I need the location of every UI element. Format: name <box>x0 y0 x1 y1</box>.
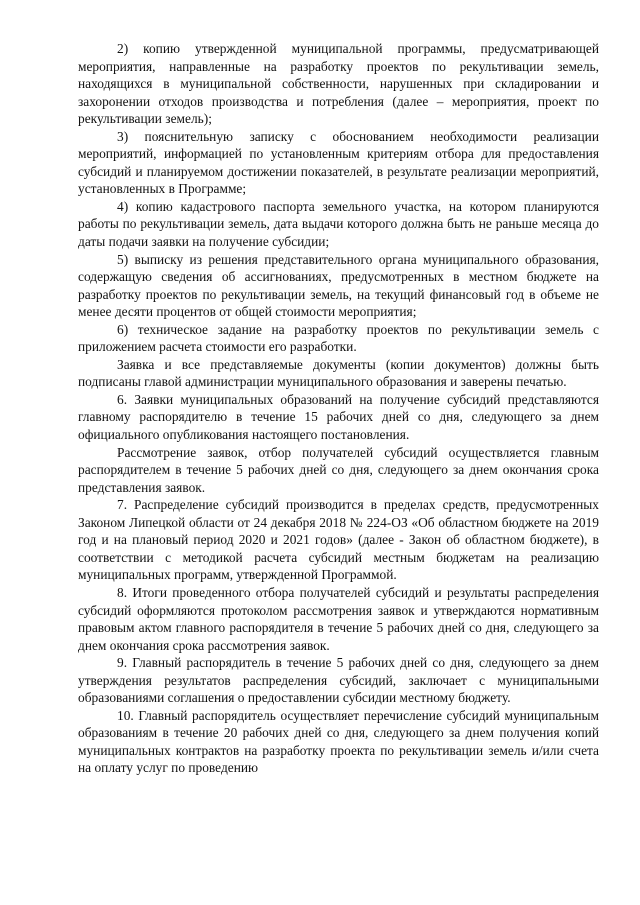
paragraph-item-5: 5) выписку из решения представительного органа муниципального образования, содержащую сведения об ассигнованиях, предусмотренных в местном бюджете на разработку проектов по рекультивации земель, на текущий финансовый год в объеме не менее десяти процентов от общей стоимости мероприятия; <box>78 251 599 320</box>
paragraph-item-2: 2) копию утвержденной муниципальной программы, предусматривающей мероприятия, направленные на разработку проектов по рекультивации земель, находящихся в муниципальной собственности, нарушенных при складировании и захоронении отходов производства и потребления (далее – мероприятия, проект по рекультивации земель); <box>78 41 599 127</box>
paragraph-clause-6: 6. Заявки муниципальных образований на получение субсидий представляются главному распорядителю в течение 15 рабочих дней со дня, следующего за днем официального опубликования настоящего постановления. <box>78 391 599 443</box>
document-page <box>78 40 599 777</box>
paragraph-clause-9: 9. Главный распорядитель в течение 5 рабочих дней со дня, следующего за днем утверждения результатов распределения субсидий, заключает с муниципальными образованиями соглашения о предоставлении субсидии местному бюджету. <box>78 655 599 706</box>
paragraph-review-of-applications: Рассмотрение заявок, отбор получателей субсидий осуществляется главным распорядителем в течение 5 рабочих дней со дня, следующего за днем окончания срока представления заявок. <box>78 444 599 495</box>
paragraph-clause-8: 8. Итоги проведенного отбора получателей субсидий и результаты распределения субсидий оформляются протоколом рассмотрения заявок и утверждаются нормативным правовым актом главного распорядителя в течение 5 рабочих дней со дня, следующего за днем окончания срока рассмотрения заявок. <box>78 584 599 653</box>
paragraph-item-3: 3) пояснительную записку с обоснованием необходимости реализации мероприятий, информацией по установленным критериям отбора для предоставления субсидий и планируемом достижении показателей, в результате реализации мероприятий, установленных в Программе; <box>78 128 599 197</box>
paragraph-signature-requirement: Заявка и все представляемые документы (копии документов) должны быть подписаны главой администрации муниципального образования и заверены печатью. <box>78 356 599 390</box>
paragraph-item-4: 4) копию кадастрового паспорта земельного участка, на котором планируются работы по рекультивации земель, дата выдачи которого должна быть не раньше месяца до даты подачи заявки на получение субсидии; <box>78 198 599 250</box>
paragraph-item-6: 6) техническое задание на разработку проектов по рекультивации земель с приложением расчета стоимости его разработки. <box>78 321 599 355</box>
paragraph-clause-7: 7. Распределение субсидий производится в пределах средств, предусмотренных Законом Липецкой области от 24 декабря 2018 № 224-ОЗ «Об областном бюджете на 2019 год и на плановый период 2020 и 2021 годов» (далее - Закон об областном бюджете), в соответствии с методикой расчета субсидий местным бюджетам на реализацию муниципальных программ, утвержденной Программой. <box>78 497 599 583</box>
paragraph-clause-10: 10. Главный распорядитель осуществляет перечисление субсидий муниципальным образованиям в течение 20 рабочих дней со дня, следующего за днем получения копий муниципальных контрактов на разработку проекта по рекультивации земель и/или счета на оплату услуг по проведению <box>78 707 599 776</box>
